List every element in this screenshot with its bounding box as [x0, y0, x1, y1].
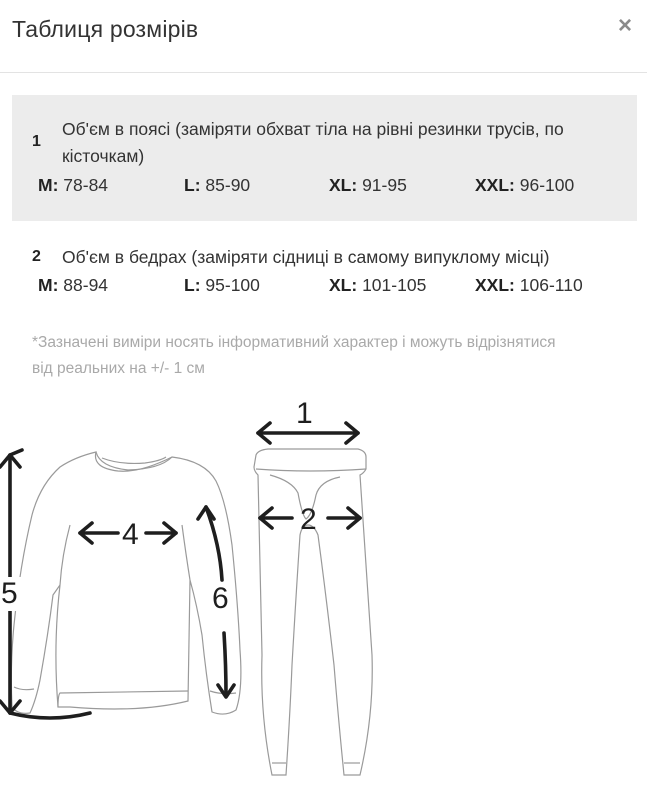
size-value: 85-90: [205, 175, 251, 195]
size-label: M:: [38, 275, 59, 295]
pants-outline: [254, 449, 372, 775]
size-xxl: [475, 275, 583, 296]
dialog-header: [0, 0, 647, 73]
size-label: L:: [184, 275, 201, 295]
disclaimer-note: *Зазначені виміри носять інформативний характер і можуть відрізнятися від реальних на +/- 1 см: [32, 334, 556, 377]
marker-5: 5: [1, 577, 18, 610]
size-value: 106-110: [519, 275, 583, 295]
size-label: XL:: [329, 175, 358, 195]
arrow-1: [258, 397, 358, 443]
size-xxl: [475, 175, 574, 196]
size-value: 95-100: [205, 275, 260, 295]
marker-2: 2: [300, 503, 317, 536]
size-label: XXL:: [475, 275, 515, 295]
measurement-number: 1: [32, 133, 41, 150]
marker-1: 1: [296, 397, 313, 430]
close-icon[interactable]: ×: [618, 12, 633, 39]
garment-diagram: [0, 395, 647, 800]
size-illustration: [0, 395, 647, 800]
arrow-5: [0, 450, 90, 718]
size-value: 101-105: [362, 275, 427, 295]
measurement-block-hips: [12, 233, 637, 313]
arrow-2: [260, 503, 360, 536]
size-m: [38, 275, 108, 296]
size-value: 96-100: [519, 175, 575, 195]
arrow-4: [80, 518, 176, 551]
measurement-block-waist: [12, 95, 637, 221]
measurement-description: Об'єм в бедрах (заміряти сідниці в самому випуклому місці): [62, 247, 550, 267]
shirt-outline: [11, 452, 241, 714]
marker-6: 6: [212, 582, 229, 615]
size-label: L:: [184, 175, 201, 195]
size-value: 88-94: [63, 275, 109, 295]
size-l: [184, 175, 250, 196]
size-value: 91-95: [362, 175, 407, 195]
marker-4: 4: [122, 518, 139, 551]
size-label: XXL:: [475, 175, 515, 195]
size-label: XL:: [329, 275, 358, 295]
size-l: [184, 275, 260, 296]
arrow-6: [198, 507, 234, 697]
size-value: 78-84: [63, 175, 109, 195]
measurement-number: 2: [32, 248, 41, 265]
size-xl: [329, 175, 407, 196]
measurement-description: Об'єм в поясі (заміряти обхват тіла на рівні резинки трусів, по кісточкам): [62, 119, 564, 166]
size-label: M:: [38, 175, 59, 195]
size-m: [38, 175, 108, 196]
size-xl: [329, 275, 426, 296]
dialog-title: Таблиця розмірів: [12, 16, 199, 42]
